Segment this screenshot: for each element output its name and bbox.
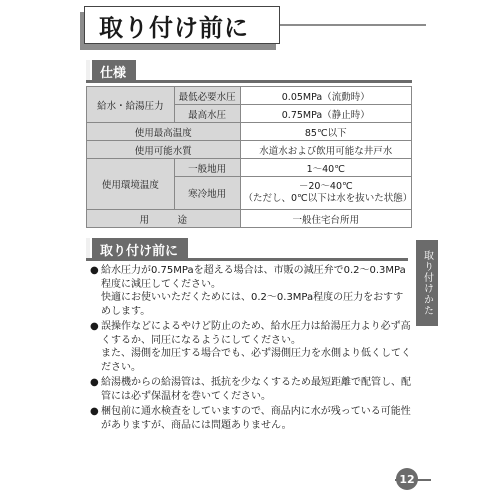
table-row <box>87 123 412 141</box>
spec-section-header <box>86 60 136 82</box>
general-area-label: 一般地用 <box>174 159 240 177</box>
section-marker <box>86 238 90 260</box>
water-quality-value: 水道水および飲用可能な井戸水 <box>240 141 411 159</box>
max-pressure-value: 0.75MPa（静止時） <box>240 105 411 123</box>
min-pressure-label: 最低必要水圧 <box>174 87 240 105</box>
cold-area-cell <box>240 177 411 210</box>
spec-heading: 仕様 <box>92 60 136 82</box>
bullet-icon: ● <box>90 406 99 417</box>
cold-area-value-range: －20～40℃ <box>298 181 353 192</box>
note-text: また、湯側を加圧する場合でも、必ず湯側圧力を水側より低くしてください。 <box>101 348 411 373</box>
spec-table <box>86 86 412 228</box>
note-text: 給湯機からの給湯管は、抵抗を少なくするため最短距離で配管し、配管には必ず保温材を巻いてください。 <box>101 377 411 402</box>
note-text: 梱包前に通水検査をしていますので、商品内に水が残っている可能性がありますが、商品には問題ありません。 <box>101 406 411 431</box>
table-row <box>87 159 412 177</box>
title-rule <box>280 24 426 26</box>
before-install-heading-rule <box>86 258 408 261</box>
env-temp-label: 使用環境温度 <box>87 159 175 210</box>
usage-value: 一般住宅台所用 <box>240 210 411 228</box>
before-install-section-header <box>86 238 188 260</box>
max-temp-label: 使用最高温度 <box>87 123 241 141</box>
usage-label: 用 途 <box>87 210 241 228</box>
cold-area-value-note: （ただし、0℃以下は水を抜いた状態） <box>243 193 413 204</box>
min-pressure-value: 0.05MPa（流動時） <box>240 87 411 105</box>
table-row <box>87 87 412 105</box>
title-box <box>84 6 280 44</box>
page-title-block <box>78 6 280 50</box>
section-marker <box>86 60 90 82</box>
list-item <box>90 320 412 374</box>
page-number: 12 <box>396 468 418 490</box>
note-text: 給水圧力が0.75MPaを超える場合は、市販の減圧弁で0.2～0.3MPa程度に減圧してください。 <box>101 265 406 290</box>
cold-area-label: 寒冷地用 <box>174 177 240 210</box>
list-item <box>90 405 412 432</box>
notes-list <box>90 264 412 434</box>
note-text: 誤操作などによるやけど防止のため、給水圧力は給湯圧力より必ず高くするか、同圧になるようにしてください。 <box>101 321 411 346</box>
list-item <box>90 264 412 318</box>
bullet-icon: ● <box>90 265 99 276</box>
table-row <box>87 141 412 159</box>
general-area-value: 1～40℃ <box>240 159 411 177</box>
spec-heading-rule <box>86 80 412 83</box>
supply-pressure-label: 給水・給湯圧力 <box>87 87 175 123</box>
max-pressure-label: 最高水圧 <box>174 105 240 123</box>
page-title: 取り付け前に <box>99 13 249 42</box>
table-row <box>87 210 412 228</box>
before-install-heading: 取り付け前に <box>92 238 188 260</box>
side-index-tab: 取り付けかた <box>416 240 438 326</box>
water-quality-label: 使用可能水質 <box>87 141 241 159</box>
bullet-icon: ● <box>90 321 99 332</box>
list-item <box>90 376 412 403</box>
note-text: 快適にお使いいただくためには、0.2～0.3MPa程度の圧力をおすすめします。 <box>101 292 404 317</box>
bullet-icon: ● <box>90 377 99 388</box>
max-temp-value: 85℃以下 <box>240 123 411 141</box>
